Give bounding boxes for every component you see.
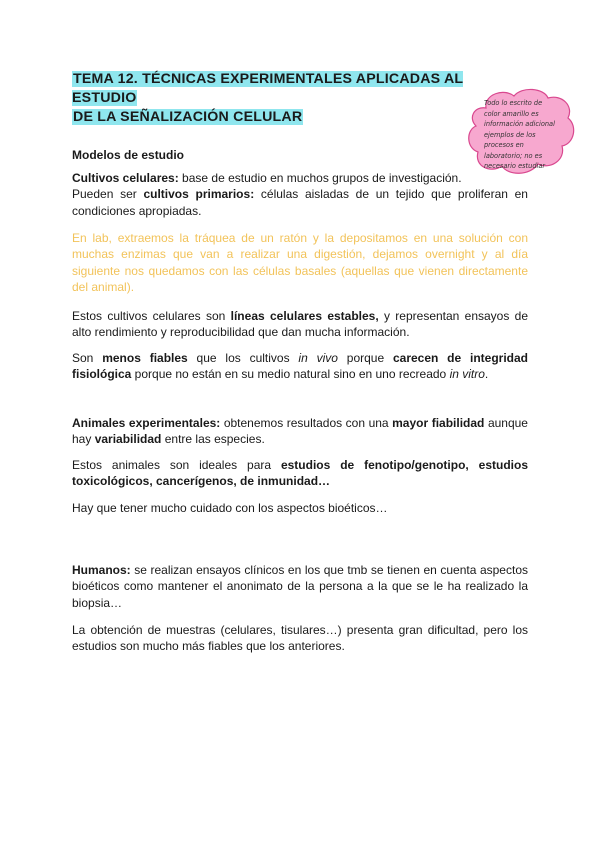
- text-run: obtenemos resultados con una: [220, 416, 393, 430]
- text-run: que los cultivos: [187, 351, 299, 365]
- note-line: ejemplos de los: [484, 130, 536, 139]
- text-run: y representan ensayos de alto rendimiento y reproducibilidad que dan mucha información.: [72, 309, 529, 340]
- text-run: Estos animales son ideales para: [72, 458, 281, 472]
- title-line-2: DE LA SEÑALIZACIÓN CELULAR: [73, 109, 303, 125]
- paragraph-animales: [72, 415, 528, 448]
- term-animales: Animales experimentales:: [72, 416, 221, 430]
- note-line: necesario estudiar: [484, 162, 546, 170]
- paragraph-obtencion: La obtención de muestras (celulares, tisulares…) presenta gran dificultad, pero los estudios son mucho más fiables que los anteriores.: [72, 623, 528, 654]
- text-run: entre las especies.: [161, 432, 265, 447]
- section-heading: Modelos de estudio: [72, 148, 185, 162]
- text-run: porque no están en su medio natural sino en uno recreado: [131, 367, 450, 382]
- term-mayor-fiabilidad: mayor fiabilidad: [392, 416, 485, 430]
- paragraph-yellow-note: En lab, extraemos la tráquea de un ratón y la depositamos en una solución con muchas enzimas que van a realizar una digestión, dejamos overnight y al día siguiente nos quedamos con las células basales (aquellas que vienen directamente del animal).: [72, 231, 528, 294]
- note-line: laboratorio; no es: [484, 151, 543, 160]
- note-line: información adicional: [484, 120, 555, 128]
- term-integridad: carecen de integridad fisiológica: [72, 351, 529, 382]
- text-run: Son: [72, 351, 103, 365]
- paragraph-lineas: [72, 308, 528, 341]
- text-run: aunque hay: [72, 416, 528, 447]
- paragraph-fiables: [72, 350, 528, 383]
- text-run: Estos cultivos celulares son: [72, 309, 231, 323]
- text-run: Pueden ser: [72, 187, 144, 202]
- text-run: se realizan ensayos clínicos en los que tmb se tienen en cuenta aspectos bioéticos como mantener el anonimato de la persona a la que se le ha realizado la biopsia…: [72, 563, 528, 610]
- text-run: células aisladas de un tejido que proliferan en condiciones apropiadas.: [72, 187, 528, 218]
- text-run: porque: [337, 351, 393, 365]
- paragraph-humanos: [72, 562, 528, 611]
- term-cultivos-primarios: cultivos primarios:: [143, 187, 255, 202]
- note-line: Todo lo escrito de: [484, 99, 543, 107]
- paragraph-bioeticos: Hay que tener mucho cuidado con los aspectos bioéticos…: [72, 501, 388, 515]
- text-run: .: [484, 367, 489, 382]
- term-lineas-celulares: líneas celulares estables,: [230, 309, 379, 323]
- term-estudios: estudios de fenotipo/genotipo, estudios toxicológicos, cancerígenos, de inmunidad…: [72, 458, 528, 489]
- paragraph-cultivos: [72, 170, 528, 219]
- text-run: base de estudio en muchos grupos de investigación.: [178, 171, 462, 185]
- term-variabilidad: variabilidad: [94, 432, 162, 447]
- note-line: procesos en: [484, 141, 524, 149]
- title-line-1: TEMA 12. TÉCNICAS EXPERIMENTALES APLICADAS AL ESTUDIO: [72, 71, 464, 106]
- term-cultivos-celulares: Cultivos celulares:: [72, 171, 179, 185]
- text-run: in vivo: [298, 351, 338, 365]
- paragraph-ideales: [72, 457, 528, 490]
- text-run: in vitro: [449, 367, 485, 382]
- note-line: color amarillo es: [484, 109, 539, 118]
- term-humanos: Humanos:: [72, 563, 131, 577]
- page-title: [72, 70, 532, 127]
- term-menos-fiables: menos fiables: [102, 351, 188, 365]
